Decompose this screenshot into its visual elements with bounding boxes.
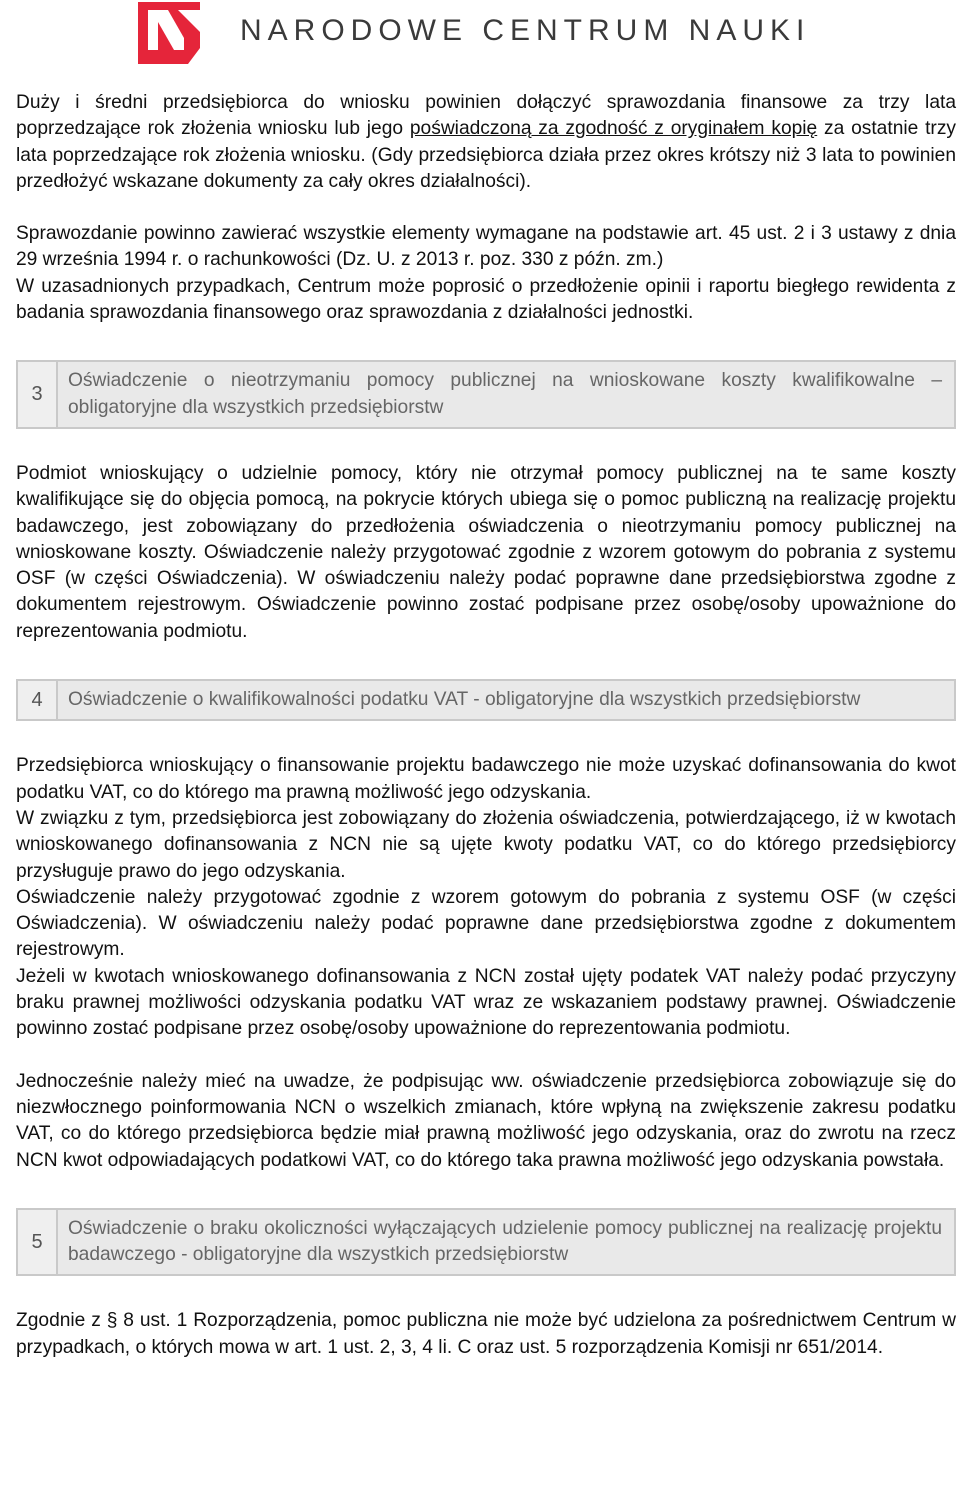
ncn-logo bbox=[138, 2, 200, 64]
section-header-4 bbox=[16, 679, 956, 721]
section-3-paragraph: Podmiot wnioskujący o udzielnie pomocy, który nie otrzymał pomocy publicznej na te same koszty kwalifikujące się do objęcia pomocą, na pokrycie których ubiega się o pomoc publiczną na realizację projektu badawczego, jest zobowiązany do przedłożenia oświadczenia o nieotrzymaniu pomocy publicznej na wnioskowane koszty. Oświadczenie należy przygotować zgodnie z wzorem gotowym do pobrania z systemu OSF (w części Oświadczenia). W oświadczeniu należy podać poprawne dane przedsiębiorstwa zgodne z dokumentem rejestrowym. Oświadczenie powinno zostać podpisane przez osobę/osoby upoważnione do reprezentowania podmiotu. bbox=[16, 462, 956, 642]
document-header bbox=[0, 0, 960, 70]
section-4-paragraph-2: W związku z tym, przedsiębiorca jest zobowiązany do złożenia oświadczenia, potwierdzającego, iż w kwotach wnioskowanego dofinansowania z NCN nie są ujęte kwoty podatku VAT, co do którego przedsiębiorcy przysługuje prawo do jego odzyskania. bbox=[16, 807, 956, 882]
intro-paragraph-3: W uzasadnionych przypadkach, Centrum może poprosić o przedłożenie opinii i raportu biegłego rewidenta z badania sprawozdania finansowego oraz sprawozdania z działalności jednostki. bbox=[16, 275, 956, 324]
section-number: 3 bbox=[18, 362, 58, 427]
organization-name: NARODOWE CENTRUM NAUKI bbox=[240, 14, 811, 47]
certified-copy-link[interactable]: poświadczoną za zgodność z oryginałem kopię bbox=[409, 118, 818, 140]
section-header-5 bbox=[16, 1208, 956, 1277]
document-body bbox=[16, 90, 956, 1361]
section-title: Oświadczenie o kwalifikowalności podatku VAT - obligatoryjne dla wszystkich przedsiębiorstw bbox=[58, 681, 954, 719]
intro-paragraph-2: Sprawozdanie powinno zawierać wszystkie elementy wymagane na podstawie art. 45 ust. 2 i 3 ustawy z dnia 29 września 1994 r. o rachunkowości (Dz. U. z 2013 r. poz. 330 z późn. zm.) bbox=[16, 223, 956, 271]
section-4-paragraph-1: Przedsiębiorca wnioskujący o finansowanie projektu badawczego nie może uzyskać dofinansowania do kwot podatku VAT, co do którego ma prawną możliwość jego odzyskania. bbox=[16, 755, 956, 803]
section-title: Oświadczenie o nieotrzymaniu pomocy publicznej na wnioskowane koszty kwalifikowalne – obligatoryjne dla wszystkich przedsiębiorstw bbox=[58, 362, 954, 427]
section-title: Oświadczenie o braku okoliczności wyłączających udzielenie pomocy publicznej na realizację projektu badawczego - obligatoryjne dla wszystkich przedsiębiorstw bbox=[58, 1210, 954, 1275]
section-4-paragraph-3: Oświadczenie należy przygotować zgodnie z wzorem gotowym do pobrania z systemu OSF (w części Oświadczenia). W oświadczeniu należy podać poprawne dane przedsiębiorstwa zgodne z dokumentem rejestrowym. bbox=[16, 886, 956, 961]
section-4-extra-paragraph: Jednocześnie należy mieć na uwadze, że podpisując ww. oświadczenie przedsiębiorca zobowiązuje się do niezwłocznego poinformowania NCN o wszelkich zmianach, które wpłyną na zwiększenie zakresu podatku VAT, co do którego przedsiębiorca będzie miał prawną możliwość jego odzyskania, oraz do zwrotu na rzecz NCN kwot odpowiadających podatkowi VAT, co do którego taka prawna możliwość jego odzyskania powstała. bbox=[16, 1070, 956, 1171]
section-number: 4 bbox=[18, 681, 58, 719]
section-4-paragraph-4: Jeżeli w kwotach wnioskowanego dofinansowania z NCN został ujęty podatek VAT należy podać przyczyny braku prawnej możliwości odzyskania podatku VAT wraz ze wskazaniem podstawy prawnej. Oświadczenie powinno zostać podpisane przez osobę/osoby upoważnione do reprezentowania podmiotu. bbox=[16, 965, 956, 1040]
intro-paragraph-1: Duży i średni przedsiębiorca do wniosku powinien dołączyć sprawozdania finansowe za trzy lata poprzedzające rok złożenia wniosku lub jego poświadczoną za zgodność z oryginałem kopię za ostatnie trzy lata poprzedzające rok złożenia wniosku. (Gdy przedsiębiorca działa przez okres krótszy niż 3 lata to powinien przedłożyć wskazane dokumenty za cały okres działalności). bbox=[16, 92, 957, 192]
section-header-3 bbox=[16, 360, 956, 429]
section-number: 5 bbox=[18, 1210, 58, 1275]
section-5-paragraph: Zgodnie z § 8 ust. 1 Rozporządzenia, pomoc publiczna nie może być udzielona za pośrednictwem Centrum w przypadkach, o których mowa w art. 1 ust. 2, 3, 4 li. C oraz ust. 5 rozporządzenia Komisji nr 651/2014. bbox=[16, 1310, 956, 1358]
